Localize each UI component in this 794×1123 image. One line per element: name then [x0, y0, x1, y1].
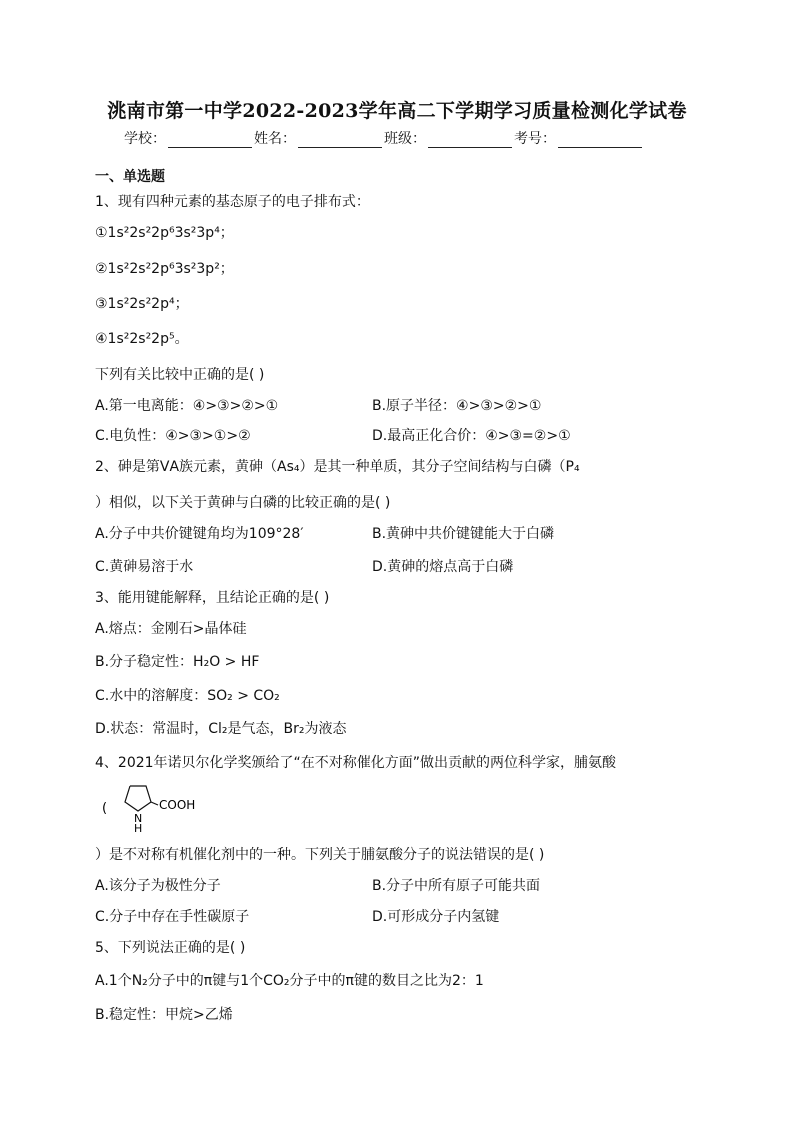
- q4-option-d[interactable]: D.可形成分子内氢键: [372, 909, 500, 925]
- q3-option-a[interactable]: A.熔点：金刚石>晶体硅: [95, 621, 247, 637]
- q4-stem-line2: ）是不对称有机催化剂中的一种。下列关于脯氨酸分子的说法错误的是( ): [95, 847, 545, 863]
- q1-config-3: ③1s²2s²2p⁴；: [95, 296, 189, 312]
- q1-option-a[interactable]: A.第一电离能：④>③>②>①: [95, 398, 279, 414]
- school-label: 学校：: [124, 131, 166, 147]
- q2-stem-line2: ）相似，以下关于黄砷与白磷的比较正确的是( ): [95, 495, 391, 511]
- name-blank[interactable]: [298, 133, 382, 148]
- number-blank[interactable]: [558, 133, 642, 148]
- q4-stem-line1: 4、2021年诺贝尔化学奖颁给了“在不对称催化方面”做出贡献的两位科学家，脯氨酸: [95, 755, 617, 771]
- ring-nitrogen-label: N: [134, 812, 143, 825]
- q3-option-d[interactable]: D.状态：常温时，Cl₂是气态，Br₂为液态: [95, 721, 347, 737]
- proline-open-paren: (: [102, 801, 108, 816]
- q2-option-d[interactable]: D.黄砷的熔点高于白磷: [372, 559, 514, 575]
- q2-option-c[interactable]: C.黄砷易溶于水: [95, 559, 194, 575]
- pyrrolidine-ring: [125, 786, 151, 811]
- q4-option-a[interactable]: A.该分子为极性分子: [95, 878, 221, 894]
- q2-stem-line1: 2、砷是第ⅤA族元素，黄砷（As₄）是其一种单质，其分子空间结构与白磷（P₄: [95, 459, 580, 475]
- carboxyl-bond: [151, 802, 158, 805]
- q3-stem: 3、能用键能解释，且结论正确的是( ): [95, 590, 330, 606]
- q2-option-a[interactable]: A.分子中共价键键角均为109°28′: [95, 526, 304, 542]
- q2-option-b[interactable]: B.黄砷中共价键键能大于白磷: [372, 526, 555, 542]
- q3-option-b[interactable]: B.分子稳定性：H₂O > HF: [95, 654, 260, 670]
- class-blank[interactable]: [428, 133, 512, 148]
- q5-option-a[interactable]: A.1个N₂分子中的π键与1个CO₂分子中的π键的数目之比为2：1: [95, 973, 484, 989]
- school-blank[interactable]: [168, 133, 252, 148]
- q5-stem: 5、下列说法正确的是( ): [95, 940, 246, 956]
- q1-config-4: ④1s²2s²2p⁵。: [95, 331, 189, 347]
- class-label: 班级：: [384, 131, 426, 147]
- section-heading: 一、单选题: [95, 169, 165, 185]
- q1-ask: 下列有关比较中正确的是( ): [95, 367, 265, 383]
- proline-structure: [100, 778, 220, 834]
- name-label: 姓名：: [254, 131, 296, 147]
- q1-stem: 1、现有四种元素的基态原子的电子排布式：: [95, 194, 370, 210]
- cooh-label: COOH: [159, 798, 196, 812]
- q1-option-d[interactable]: D.最高正化合价：④>③=②>①: [372, 428, 571, 444]
- number-label: 考号：: [514, 131, 556, 147]
- student-info-row: [124, 128, 644, 148]
- q1-option-b[interactable]: B.原子半径：④>③>②>①: [372, 398, 542, 414]
- exam-title: 洮南市第一中学2022-2023学年高二下学期学习质量检测化学试卷: [107, 100, 687, 122]
- q1-option-c[interactable]: C.电负性：④>③>①>②: [95, 428, 251, 444]
- q1-config-1: ①1s²2s²2p⁶3s²3p⁴；: [95, 225, 234, 241]
- q4-option-b[interactable]: B.分子中所有原子可能共面: [372, 878, 541, 894]
- q5-option-b[interactable]: B.稳定性：甲烷>乙烯: [95, 1007, 233, 1023]
- q4-option-c[interactable]: C.分子中存在手性碳原子: [95, 909, 250, 925]
- ring-hydrogen-label: H: [134, 822, 143, 834]
- q3-option-c[interactable]: C.水中的溶解度：SO₂ > CO₂: [95, 688, 280, 704]
- q1-config-2: ②1s²2s²2p⁶3s²3p²；: [95, 261, 234, 277]
